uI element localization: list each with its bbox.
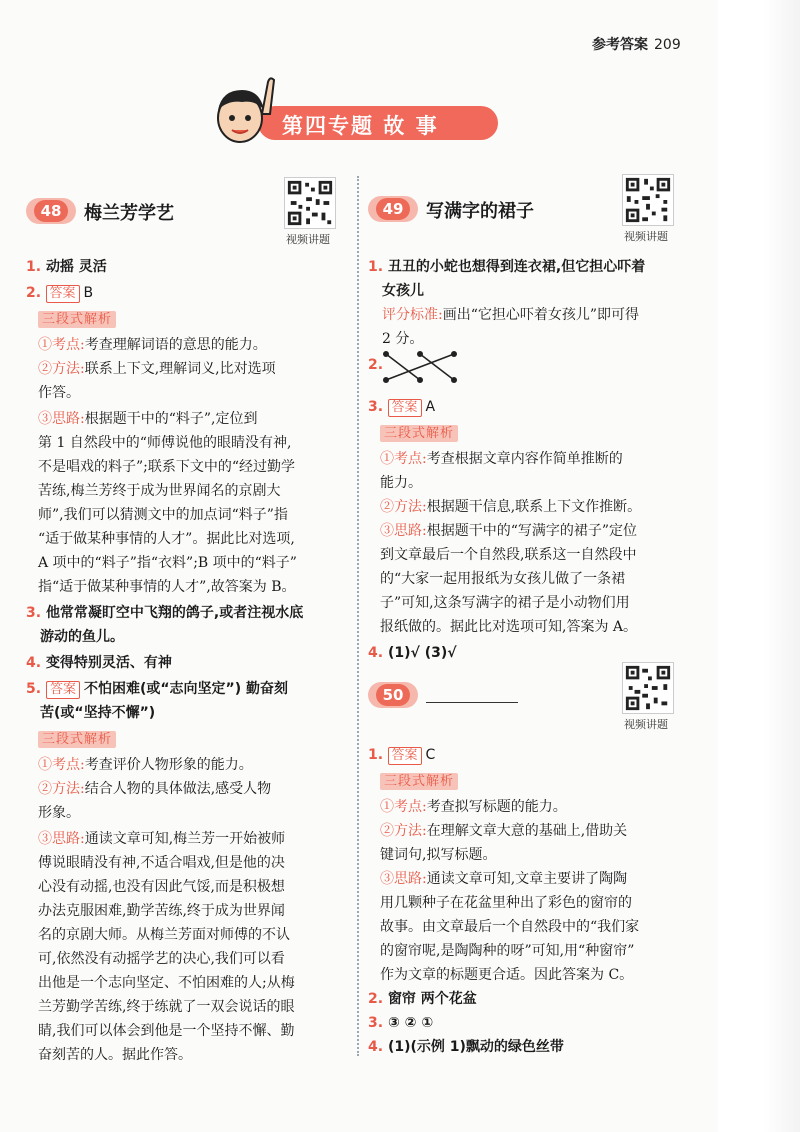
analysis-line: 心没有动摇,也没有因此气馁,而是积极想 [38, 879, 285, 895]
analysis-line: 可,依然没有动摇学艺的决心,我们可以看 [38, 951, 285, 967]
answer-line: 游动的鱼儿。 [40, 629, 124, 645]
analysis-heading: 三段式解析 [380, 422, 458, 444]
analysis-line: ③思路:根据题干中的“写满字的裙子”定位 [380, 523, 638, 539]
analysis-line: 名的京剧大师。从梅兰芳面对师傅的不认 [38, 927, 290, 943]
section-title: 写满字的裙子 [426, 201, 534, 222]
analysis-line: ③思路:通读文章可知,文章主要讲了陶陶 [380, 871, 628, 887]
analysis-line: 能力。 [380, 475, 422, 491]
column-divider [357, 176, 359, 1056]
section-48-body [26, 256, 354, 1063]
qr-label: 视频讲题 [286, 233, 330, 246]
section-title: 梅兰芳学艺 [84, 203, 174, 224]
analysis-line: 师”,我们可以猜测文中的加点词“料子”指 [38, 507, 288, 523]
section-number: 50 [376, 684, 410, 706]
analysis-line: 第 1 自然段中的“师傅说他的眼睛没有神, [38, 435, 292, 451]
answer-line: 3. ③ ② ① [368, 1015, 434, 1031]
answer-line: 4. (1)√ (3)√ [368, 645, 457, 661]
section-48-header [26, 198, 266, 230]
header-label: 参考答案 [592, 37, 648, 53]
answer-line: 苦(或“坚持不懈”) [40, 705, 156, 721]
analysis-line: 指“适于做某种事情的人才”,故答案为 B。 [38, 579, 296, 595]
analysis-line: 到文章最后一个自然段,联系这一自然段中 [380, 547, 637, 563]
qr-label: 视频讲题 [624, 718, 668, 731]
answer-line: 2. [368, 357, 384, 373]
answer-line: 1. 动摇 灵活 [26, 259, 107, 275]
analysis-heading: 三段式解析 [38, 728, 116, 750]
analysis-line: “适于做某种事情的人才”。据此比对选项, [38, 531, 295, 547]
analysis-line: 不是唱戏的料子”;联系下文中的“经过勤学 [38, 459, 296, 475]
analysis-heading: 三段式解析 [380, 770, 458, 792]
analysis-line: 睛,我们可以体会到他是一个坚持不懈、勤 [38, 1023, 295, 1039]
section-50-header [368, 682, 608, 714]
title-blank-line [426, 702, 518, 703]
section-50-body [368, 744, 708, 1064]
section-badge [26, 198, 76, 224]
analysis-line: 办法克服困难,勤学苦练,终于成为世界闻 [38, 903, 285, 919]
banner-title: 第四专题 故 事 [282, 113, 439, 138]
analysis-line: ①考点:考查理解词语的意思的能力。 [38, 337, 267, 353]
analysis-line: 作为文章的标题更合适。因此答案为 C。 [380, 967, 634, 983]
answer-line: 4. (1)(示例 1)飘动的绿色丝带 [368, 1039, 564, 1055]
analysis-line: 形象。 [38, 805, 80, 821]
analysis-line: ③思路:通读文章可知,梅兰芳一开始被师 [38, 831, 286, 847]
answer-line: 2. 答案 B [26, 285, 94, 301]
answer-line: 1. 答案 C [368, 747, 436, 763]
page-header [592, 34, 681, 54]
answer-tag: 答案 [46, 681, 80, 699]
answer-line: 3. 答案 A [368, 399, 436, 415]
qr-code-icon[interactable] [284, 177, 336, 229]
analysis-line: ①考点:考查根据文章内容作简单推断的 [380, 451, 623, 467]
answer-line: 2. 窗帘 两个花盆 [368, 991, 477, 1007]
boy-mascot-icon [208, 74, 278, 150]
analysis-line: 兰芳勤学苦练,终于练就了一双会说话的眼 [38, 999, 295, 1015]
answer-line: 3. 他常常凝盯空中飞翔的鸽子,或者注视水底 [26, 605, 304, 621]
analysis-line: ②方法:根据题干信息,联系上下文作推断。 [380, 499, 642, 515]
scoring-line: 评分标准:画出“它担心吓着女孩儿”即可得 [382, 307, 640, 323]
analysis-line: 奋刻苦的人。据此作答。 [38, 1047, 192, 1063]
answer-line: 女孩儿 [382, 283, 424, 299]
analysis-line: ①考点:考查拟写标题的能力。 [380, 799, 567, 815]
analysis-line: 故事。由文章最后一个自然段中的“我们家 [380, 919, 640, 935]
answer-tag: 答案 [388, 399, 422, 417]
section-badge [368, 682, 418, 708]
answer-line: 1. 丑丑的小蛇也想得到连衣裙,但它担心吓着 [368, 259, 646, 275]
section-badge [368, 196, 418, 222]
qr-label: 视频讲题 [624, 230, 668, 243]
section-49-header [368, 196, 608, 228]
qr-code-icon[interactable] [622, 174, 674, 226]
analysis-line: 出他是一个志向坚定、不怕困难的人;从梅 [38, 975, 295, 991]
answer-line: 4. 变得特别灵活、有神 [26, 655, 172, 671]
analysis-line: ②方法:联系上下文,理解词义,比对选项 [38, 361, 276, 377]
analysis-line: 作答。 [38, 385, 80, 401]
analysis-line: ②方法:结合人物的具体做法,感受人物 [38, 781, 272, 797]
analysis-line: ②方法:在理解文章大意的基础上,借助关 [380, 823, 628, 839]
section-number: 48 [34, 200, 68, 222]
analysis-line: 苦练,梅兰芳终于成为世界闻名的京剧大 [38, 483, 281, 499]
page-edge-shadow [718, 0, 800, 1132]
analysis-line: 傅说眼睛没有神,不适合唱戏,但是他的决 [38, 855, 285, 871]
section-number: 49 [376, 198, 410, 220]
analysis-line: 用几颗种子在花盆里种出了彩色的窗帘的 [380, 895, 632, 911]
analysis-line: ③思路:根据题干中的“料子”,定位到 [38, 411, 258, 427]
answer-tag: 答案 [46, 285, 80, 303]
analysis-line: 子”可知,这条写满字的裙子是小动物们用 [380, 595, 630, 611]
analysis-line: 的“大家一起用报纸为女孩儿做了一条裙 [380, 571, 626, 587]
scoring-line: 2 分。 [382, 331, 424, 347]
analysis-heading: 三段式解析 [38, 308, 116, 330]
matching-lines-icon [382, 350, 458, 384]
qr-code-icon[interactable] [622, 662, 674, 714]
analysis-line: 的窗帘呢,是陶陶种的呀”可知,用“种窗帘” [380, 943, 635, 959]
analysis-line: 键词句,拟写标题。 [380, 847, 497, 863]
answer-tag: 答案 [388, 747, 422, 765]
analysis-line: A 项中的“料子”指“衣料”;B 项中的“料子” [38, 555, 297, 571]
analysis-line: 报纸做的。据此比对选项可知,答案为 A。 [380, 619, 638, 635]
answer-line: 5. 答案 不怕困难(或“志向坚定”) 勤奋刻 [26, 681, 289, 697]
page-number: 209 [654, 37, 681, 53]
analysis-line: ①考点:考查评价人物形象的能力。 [38, 757, 253, 773]
